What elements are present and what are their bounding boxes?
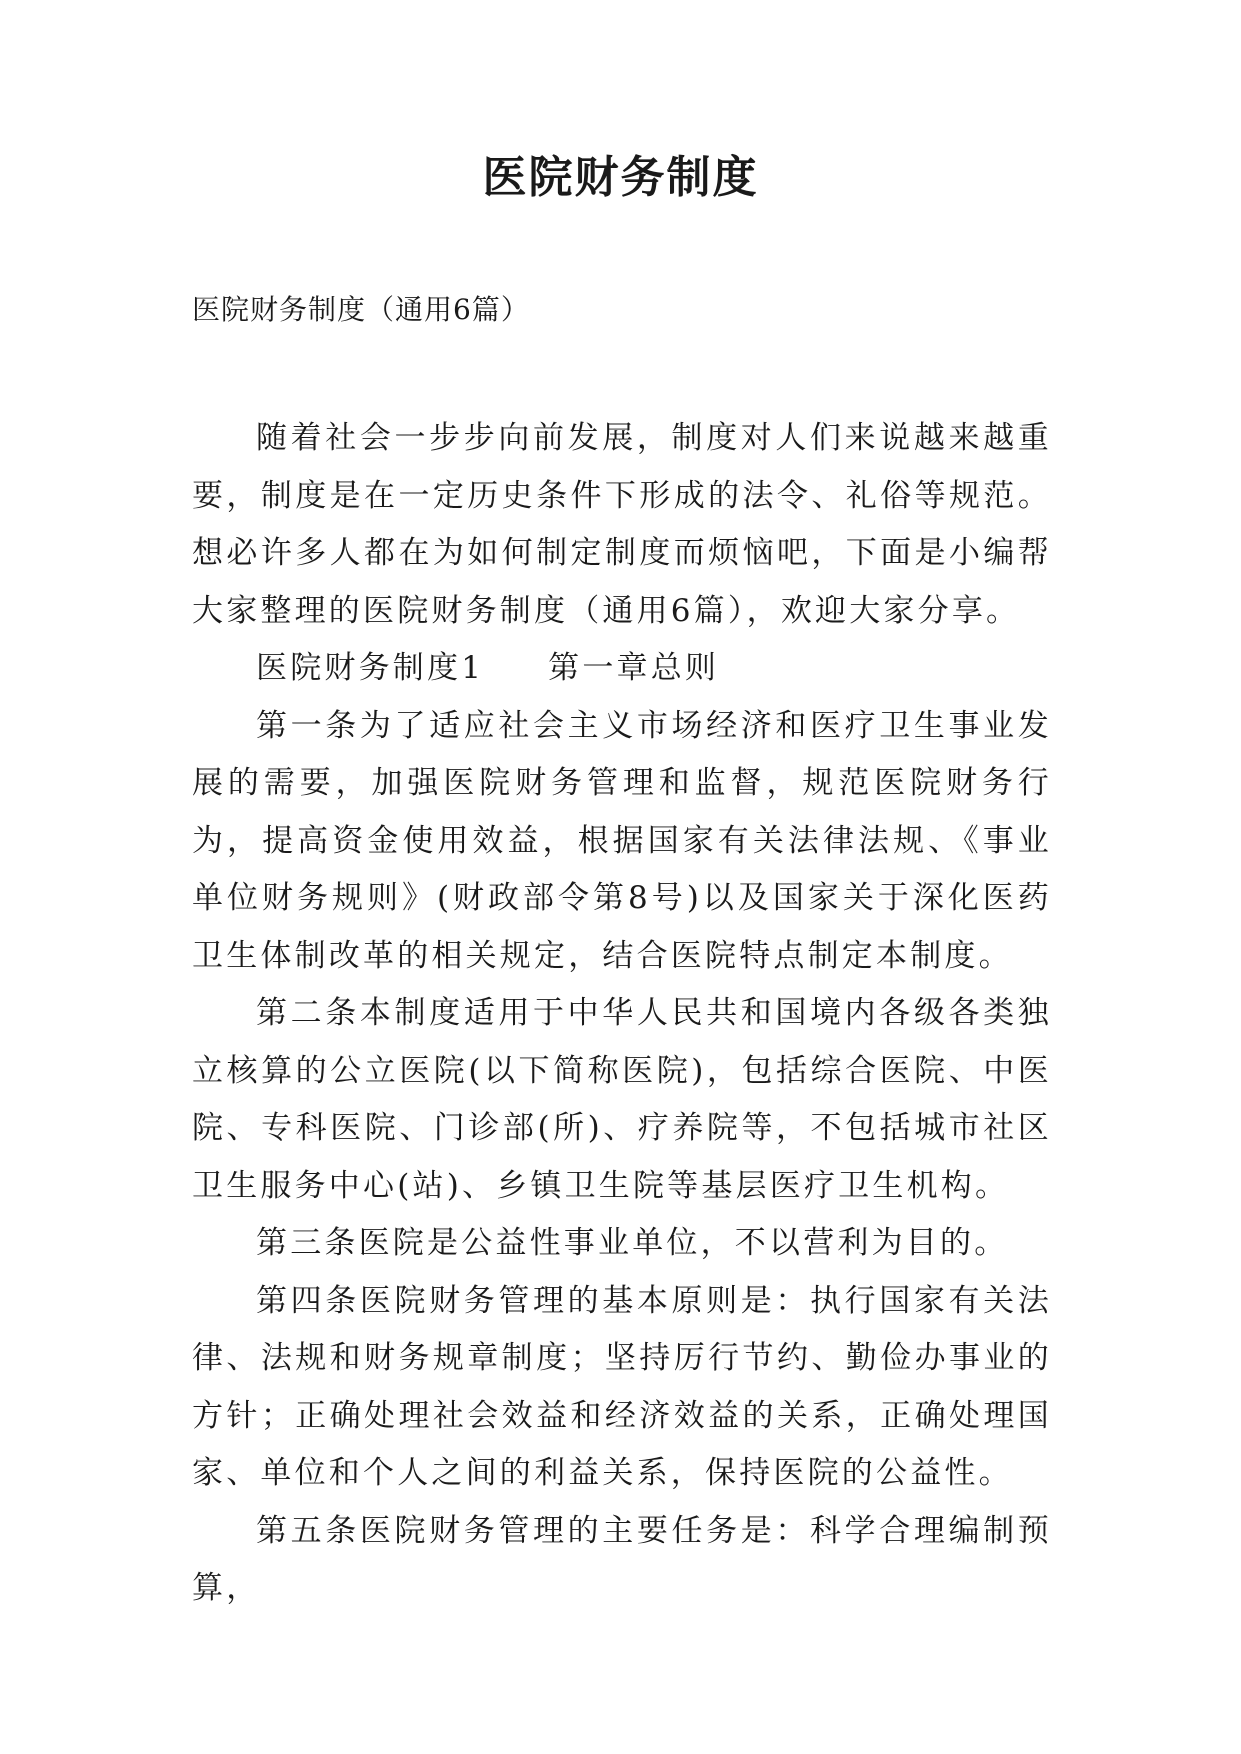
intro-paragraph: 随着社会一步步向前发展，制度对人们来说越来越重要，制度是在一定历史条件下形成的法令、礼俗等规范。想必许多人都在为如何制定制度而烦恼吧，下面是小编帮大家整理的医院财务制度（通用6篇），欢迎大家分享。 [192,420,1052,629]
section-heading [192,640,1052,698]
article-2: 第二条本制度适用于中华人民共和国境内各级各类独立核算的公立医院(以下简称医院)，包括综合医院、中医院、专科医院、门诊部(所)、疗养院等，不包括城市社区卫生服务中心(站)、乡镇卫生院等基层医疗卫生机构。 [192,995,1052,1204]
article-4: 第四条医院财务管理的基本原则是：执行国家有关法律、法规和财务规章制度；坚持厉行节约、勤俭办事业的方针；正确处理社会效益和经济效益的关系，正确处理国家、单位和个人之间的利益关系，保持医院的公益性。 [192,1282,1052,1491]
document-subtitle: 医院财务制度（通用6篇） [192,293,530,326]
article-5: 第五条医院财务管理的主要任务是：科学合理编制预算， [192,1512,1052,1606]
chapter-title: 第一章总则 [548,650,720,686]
article-1: 第一条为了适应社会主义市场经济和医疗卫生事业发展的需要，加强医院财务管理和监督，规范医院财务行为，提高资金使用效益，根据国家有关法律法规、《事业单位财务规则》(财政部令第8号)以及国家关于深化医药卫生体制改革的相关规定，结合医院特点制定本制度。 [192,707,1052,974]
section-label: 医院财务制度1 [256,650,485,686]
document-body [192,410,1052,1618]
document-title: 医院财务制度 [482,152,759,203]
article-3: 第三条医院是公益性事业单位，不以营利为目的。 [256,1225,1009,1261]
